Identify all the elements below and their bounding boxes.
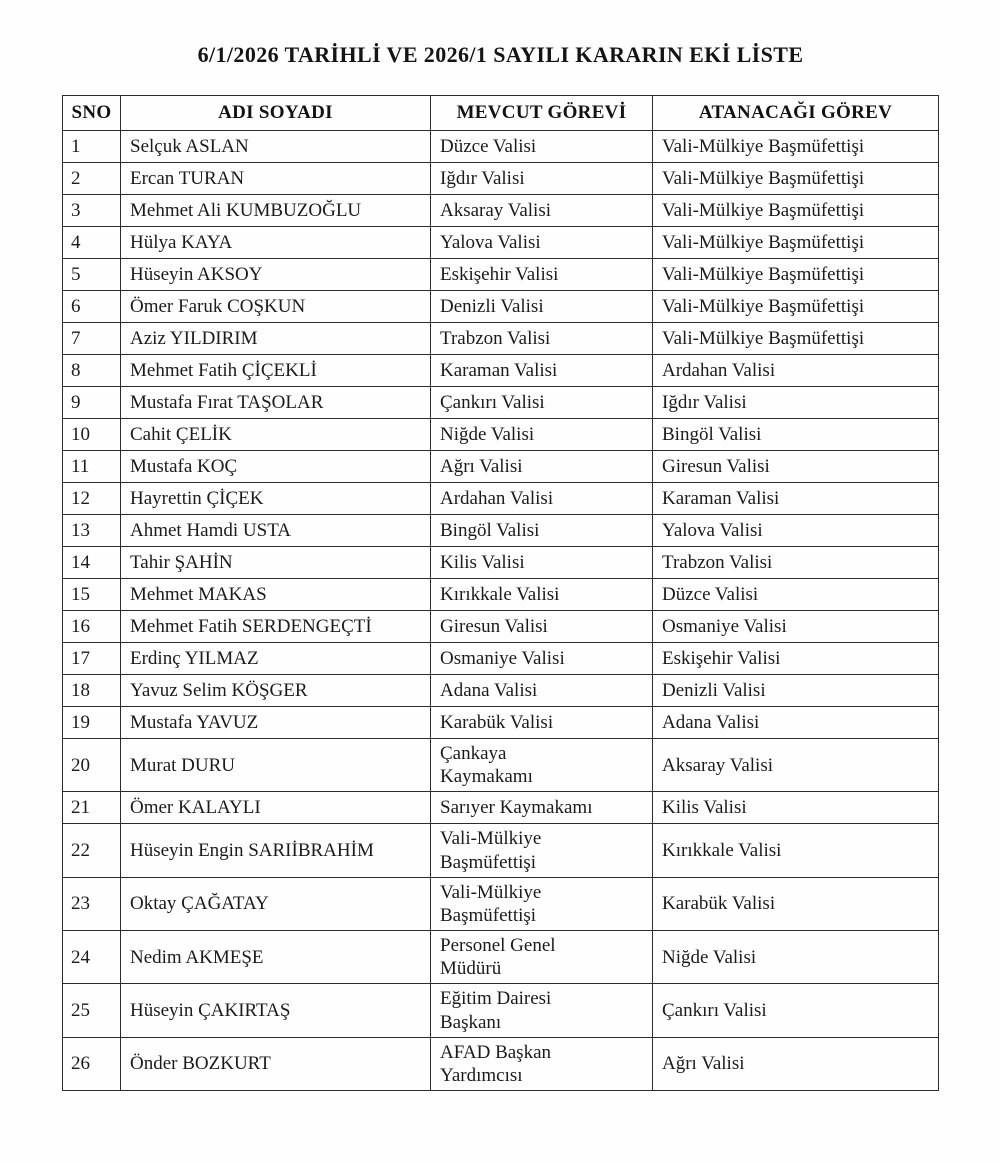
table-row xyxy=(63,579,939,611)
cell-new-post: Bingöl Valisi xyxy=(653,419,939,451)
cell-current-post: Iğdır Valisi xyxy=(431,163,653,195)
table-body xyxy=(63,131,939,1091)
header-new-post: ATANACAĞI GÖREV xyxy=(653,96,939,131)
cell-current-post: Bingöl Valisi xyxy=(431,515,653,547)
cell-new-post: Giresun Valisi xyxy=(653,451,939,483)
cell-new-post: Kırıkkale Valisi xyxy=(653,824,939,877)
cell-name: Mustafa Fırat TAŞOLAR xyxy=(121,387,431,419)
cell-name: Aziz YILDIRIM xyxy=(121,323,431,355)
table-row xyxy=(63,877,939,930)
cell-new-post: Karaman Valisi xyxy=(653,483,939,515)
cell-name: Ömer KALAYLI xyxy=(121,792,431,824)
cell-sno: 24 xyxy=(63,931,121,984)
cell-new-post: Trabzon Valisi xyxy=(653,547,939,579)
cell-sno: 15 xyxy=(63,579,121,611)
cell-current-post: Karaman Valisi xyxy=(431,355,653,387)
cell-current-post: Vali-Mülkiye Başmüfettişi xyxy=(431,877,653,930)
header-name: ADI SOYADI xyxy=(121,96,431,131)
cell-name: Önder BOZKURT xyxy=(121,1037,431,1090)
table-row xyxy=(63,824,939,877)
cell-sno: 22 xyxy=(63,824,121,877)
header-current-post: MEVCUT GÖREVİ xyxy=(431,96,653,131)
cell-current-post: Vali-Mülkiye Başmüfettişi xyxy=(431,824,653,877)
table-row xyxy=(63,323,939,355)
table-row xyxy=(63,163,939,195)
cell-name: Mehmet Fatih ÇİÇEKLİ xyxy=(121,355,431,387)
cell-sno: 4 xyxy=(63,227,121,259)
table-row xyxy=(63,291,939,323)
cell-sno: 9 xyxy=(63,387,121,419)
header-row xyxy=(63,96,939,131)
header-sno: SNO xyxy=(63,96,121,131)
cell-new-post: Kilis Valisi xyxy=(653,792,939,824)
cell-name: Selçuk ASLAN xyxy=(121,131,431,163)
table-row xyxy=(63,451,939,483)
cell-new-post: Osmaniye Valisi xyxy=(653,611,939,643)
cell-new-post: Eskişehir Valisi xyxy=(653,643,939,675)
cell-name: Mustafa YAVUZ xyxy=(121,707,431,739)
cell-new-post: Çankırı Valisi xyxy=(653,984,939,1037)
table-row xyxy=(63,611,939,643)
cell-name: Hüseyin AKSOY xyxy=(121,259,431,291)
cell-current-post: Personel Genel Müdürü xyxy=(431,931,653,984)
cell-sno: 25 xyxy=(63,984,121,1037)
cell-name: Cahit ÇELİK xyxy=(121,419,431,451)
cell-sno: 2 xyxy=(63,163,121,195)
cell-name: Oktay ÇAĞATAY xyxy=(121,877,431,930)
table-row xyxy=(63,419,939,451)
cell-current-post: Kırıkkale Valisi xyxy=(431,579,653,611)
cell-name: Hülya KAYA xyxy=(121,227,431,259)
cell-new-post: Düzce Valisi xyxy=(653,579,939,611)
table-row xyxy=(63,739,939,792)
cell-current-post: Osmaniye Valisi xyxy=(431,643,653,675)
cell-current-post: Niğde Valisi xyxy=(431,419,653,451)
table-header xyxy=(63,96,939,131)
table-row xyxy=(63,707,939,739)
cell-new-post: Vali-Mülkiye Başmüfettişi xyxy=(653,131,939,163)
cell-sno: 17 xyxy=(63,643,121,675)
table-row xyxy=(63,227,939,259)
table-row xyxy=(63,131,939,163)
cell-new-post: Karabük Valisi xyxy=(653,877,939,930)
cell-new-post: Vali-Mülkiye Başmüfettişi xyxy=(653,195,939,227)
cell-sno: 13 xyxy=(63,515,121,547)
cell-new-post: Niğde Valisi xyxy=(653,931,939,984)
cell-new-post: Adana Valisi xyxy=(653,707,939,739)
cell-name: Mustafa KOÇ xyxy=(121,451,431,483)
cell-sno: 12 xyxy=(63,483,121,515)
table-row xyxy=(63,355,939,387)
cell-new-post: Aksaray Valisi xyxy=(653,739,939,792)
cell-name: Ahmet Hamdi USTA xyxy=(121,515,431,547)
cell-sno: 21 xyxy=(63,792,121,824)
table-row xyxy=(63,984,939,1037)
cell-current-post: Adana Valisi xyxy=(431,675,653,707)
table-row xyxy=(63,675,939,707)
cell-current-post: Sarıyer Kaymakamı xyxy=(431,792,653,824)
cell-new-post: Denizli Valisi xyxy=(653,675,939,707)
cell-sno: 8 xyxy=(63,355,121,387)
table-row xyxy=(63,259,939,291)
cell-name: Nedim AKMEŞE xyxy=(121,931,431,984)
cell-sno: 19 xyxy=(63,707,121,739)
cell-sno: 6 xyxy=(63,291,121,323)
cell-current-post: Düzce Valisi xyxy=(431,131,653,163)
cell-new-post: Yalova Valisi xyxy=(653,515,939,547)
cell-current-post: Karabük Valisi xyxy=(431,707,653,739)
cell-name: Ercan TURAN xyxy=(121,163,431,195)
cell-sno: 20 xyxy=(63,739,121,792)
cell-name: Erdinç YILMAZ xyxy=(121,643,431,675)
table-row xyxy=(63,792,939,824)
document-title: 6/1/2026 TARİHLİ VE 2026/1 SAYILI KARARIN EKİ LİSTE xyxy=(197,42,804,67)
cell-sno: 10 xyxy=(63,419,121,451)
table-row xyxy=(63,195,939,227)
table-row xyxy=(63,931,939,984)
cell-new-post: Vali-Mülkiye Başmüfettişi xyxy=(653,227,939,259)
cell-name: Hüseyin ÇAKIRTAŞ xyxy=(121,984,431,1037)
cell-sno: 23 xyxy=(63,877,121,930)
cell-sno: 18 xyxy=(63,675,121,707)
cell-name: Murat DURU xyxy=(121,739,431,792)
cell-current-post: AFAD Başkan Yardımcısı xyxy=(431,1037,653,1090)
cell-new-post: Vali-Mülkiye Başmüfettişi xyxy=(653,163,939,195)
table-row xyxy=(63,1037,939,1090)
cell-current-post: Ardahan Valisi xyxy=(431,483,653,515)
cell-sno: 7 xyxy=(63,323,121,355)
cell-sno: 14 xyxy=(63,547,121,579)
cell-current-post: Eğitim Dairesi Başkanı xyxy=(431,984,653,1037)
table-row xyxy=(63,483,939,515)
cell-current-post: Ağrı Valisi xyxy=(431,451,653,483)
cell-new-post: Vali-Mülkiye Başmüfettişi xyxy=(653,259,939,291)
cell-current-post: Giresun Valisi xyxy=(431,611,653,643)
cell-current-post: Çankırı Valisi xyxy=(431,387,653,419)
cell-current-post: Yalova Valisi xyxy=(431,227,653,259)
cell-new-post: Ağrı Valisi xyxy=(653,1037,939,1090)
cell-new-post: Vali-Mülkiye Başmüfettişi xyxy=(653,291,939,323)
cell-new-post: Iğdır Valisi xyxy=(653,387,939,419)
cell-sno: 11 xyxy=(63,451,121,483)
cell-sno: 5 xyxy=(63,259,121,291)
cell-sno: 16 xyxy=(63,611,121,643)
cell-name: Tahir ŞAHİN xyxy=(121,547,431,579)
cell-current-post: Eskişehir Valisi xyxy=(431,259,653,291)
table-row xyxy=(63,547,939,579)
table-row xyxy=(63,515,939,547)
cell-name: Hayrettin ÇİÇEK xyxy=(121,483,431,515)
cell-name: Mehmet Fatih SERDENGEÇTİ xyxy=(121,611,431,643)
cell-sno: 1 xyxy=(63,131,121,163)
cell-name: Mehmet MAKAS xyxy=(121,579,431,611)
cell-name: Mehmet Ali KUMBUZOĞLU xyxy=(121,195,431,227)
table-row xyxy=(63,387,939,419)
cell-current-post: Aksaray Valisi xyxy=(431,195,653,227)
cell-new-post: Ardahan Valisi xyxy=(653,355,939,387)
cell-name: Hüseyin Engin SARIİBRAHİM xyxy=(121,824,431,877)
cell-current-post: Çankaya Kaymakamı xyxy=(431,739,653,792)
cell-sno: 26 xyxy=(63,1037,121,1090)
cell-current-post: Kilis Valisi xyxy=(431,547,653,579)
cell-name: Yavuz Selim KÖŞGER xyxy=(121,675,431,707)
appointment-table xyxy=(62,95,939,1091)
cell-name: Ömer Faruk COŞKUN xyxy=(121,291,431,323)
cell-new-post: Vali-Mülkiye Başmüfettişi xyxy=(653,323,939,355)
cell-sno: 3 xyxy=(63,195,121,227)
cell-current-post: Denizli Valisi xyxy=(431,291,653,323)
cell-current-post: Trabzon Valisi xyxy=(431,323,653,355)
table-row xyxy=(63,643,939,675)
